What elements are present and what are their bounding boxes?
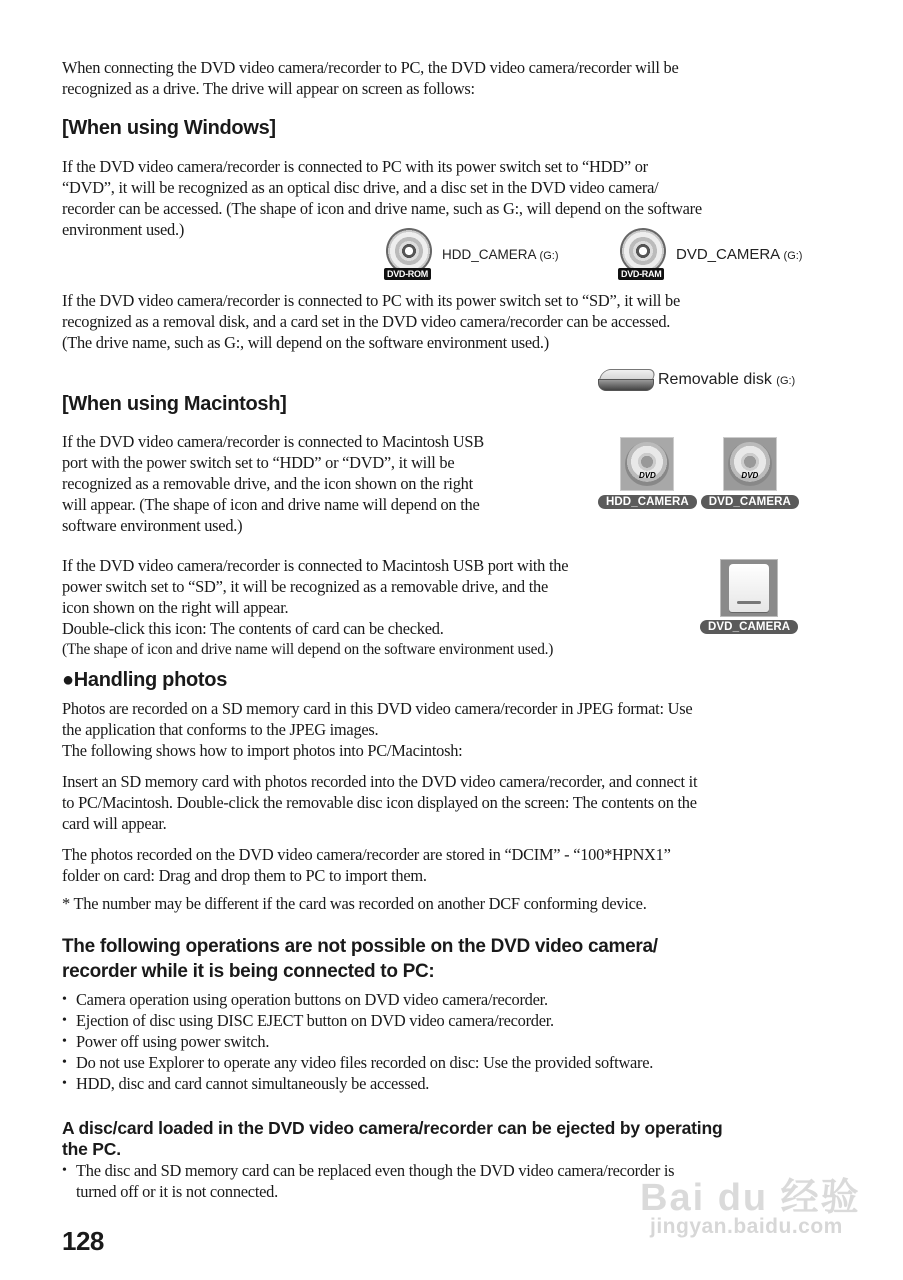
bullet-icon: ● bbox=[62, 669, 74, 691]
windows-paragraph-sd bbox=[62, 290, 680, 353]
text-line: Double-click this icon: The contents of card can be checked. bbox=[62, 619, 444, 638]
drive-label: DVD_CAMERA bbox=[701, 495, 799, 509]
text-line: card will appear. bbox=[62, 814, 167, 833]
text-line: turned off or it is not connected. bbox=[76, 1182, 278, 1201]
mac-paragraph-sd bbox=[62, 555, 568, 660]
text-line: recognized as a removable drive, and the icon shown on the right bbox=[62, 474, 473, 493]
dvd-logo: DVD bbox=[741, 471, 759, 480]
intro-line: When connecting the DVD video camera/recorder to PC, the DVD video camera/recorder will be bbox=[62, 58, 679, 77]
mac-dvd-disc-icon bbox=[723, 437, 777, 491]
eject-list bbox=[62, 1160, 674, 1202]
heading-line: the PC. bbox=[62, 1139, 121, 1159]
text-line: to PC/Macintosh. Double-click the removable disc icon displayed on the screen: The contents on the bbox=[62, 793, 697, 812]
text-line: folder on card: Drag and drop them to PC to import them. bbox=[62, 866, 427, 885]
text-line: Photos are recorded on a SD memory card in this DVD video camera/recorder in JPEG format: Use bbox=[62, 699, 693, 718]
restrictions-list bbox=[62, 989, 653, 1094]
page-number: 128 bbox=[62, 1226, 104, 1256]
dvd-logo: DVD bbox=[638, 471, 656, 480]
baidu-watermark-url: jingyan.baidu.com bbox=[650, 1215, 843, 1238]
drive-label bbox=[676, 246, 802, 263]
text-line: icon shown on the right will appear. bbox=[62, 598, 289, 617]
text-line: will appear. (The shape of icon and drive name will depend on the bbox=[62, 495, 480, 514]
heading-line: recorder while it is being connected to PC: bbox=[62, 961, 435, 982]
drive-letter: (G:) bbox=[776, 375, 796, 387]
drive-label: DVD_CAMERA bbox=[700, 620, 798, 634]
mac-dvd-disc-icon bbox=[620, 437, 674, 491]
photos-paragraph-format bbox=[62, 698, 692, 761]
text-line: The photos recorded on the DVD video camera/recorder are stored in “DCIM” - “100*HPNX1” bbox=[62, 845, 671, 864]
list-item: • Power off using power switch. bbox=[62, 1031, 653, 1052]
text-line: the application that conforms to the JPEG images. bbox=[62, 720, 379, 739]
text-line: If the DVD video camera/recorder is connected to Macintosh USB bbox=[62, 432, 484, 451]
dvd-ram-tag: DVD-RAM bbox=[618, 268, 664, 280]
list-item bbox=[62, 1160, 674, 1202]
text-line: recognized as a removal disk, and a card set in the DVD video camera/recorder can be accessed. bbox=[62, 312, 671, 331]
dvd-rom-tag: DVD-ROM bbox=[384, 268, 431, 280]
text-line: Insert an SD memory card with photos recorded into the DVD video camera/recorder, and connect it bbox=[62, 772, 698, 791]
heading-text: Handling photos bbox=[73, 669, 228, 691]
photos-footnote: * The number may be different if the card was recorded on another DCF conforming device. bbox=[62, 894, 647, 913]
list-item: • Ejection of disc using DISC EJECT button on DVD video camera/recorder. bbox=[62, 1010, 653, 1031]
drive-letter: (G:) bbox=[539, 249, 559, 262]
text-line: environment used.) bbox=[62, 220, 185, 239]
photos-paragraph-insert bbox=[62, 771, 697, 834]
intro-line: recognized as a drive. The drive will appear on screen as follows: bbox=[62, 79, 475, 98]
baidu-watermark-logo: Bai du 经验 bbox=[640, 1177, 861, 1219]
text-line: “DVD”, it will be recognized as an optical disc drive, and a disc set in the DVD video camera/ bbox=[62, 178, 659, 197]
list-item: • Do not use Explorer to operate any video files recorded on disc: Use the provided software. bbox=[62, 1052, 653, 1073]
text-line: software environment used.) bbox=[62, 516, 243, 535]
photos-paragraph-storage bbox=[62, 844, 671, 886]
drive-name: Removable disk bbox=[658, 371, 772, 388]
drive-letter: (G:) bbox=[783, 249, 803, 262]
text-line: The disc and SD memory card can be replaced even though the DVD video camera/recorder is bbox=[76, 1161, 675, 1180]
handling-photos-heading bbox=[62, 669, 227, 692]
text-line: power switch set to “SD”, it will be recognized as a removable drive, and the bbox=[62, 577, 548, 596]
windows-heading: [When using Windows] bbox=[62, 117, 276, 139]
restrictions-heading bbox=[62, 934, 658, 984]
drive-name: DVD_CAMERA bbox=[676, 245, 780, 263]
drive-label bbox=[658, 371, 795, 389]
drive-name: HDD_CAMERA bbox=[442, 246, 536, 262]
macintosh-heading: [When using Macintosh] bbox=[62, 393, 287, 415]
list-item: • HDD, disc and card cannot simultaneously be accessed. bbox=[62, 1073, 653, 1094]
intro-paragraph bbox=[62, 57, 678, 99]
text-line: If the DVD video camera/recorder is connected to Macintosh USB port with the bbox=[62, 556, 569, 575]
text-line: The following shows how to import photos into PC/Macintosh: bbox=[62, 741, 463, 760]
removable-disk-icon bbox=[596, 367, 656, 393]
windows-removable-disk[interactable] bbox=[596, 367, 795, 393]
mac-drive-hdd-camera[interactable] bbox=[598, 437, 697, 509]
text-line: If the DVD video camera/recorder is connected to PC with its power switch set to “SD”, it will be bbox=[62, 291, 681, 310]
eject-heading bbox=[62, 1118, 722, 1160]
text-line: (The shape of icon and drive name will depend on the software environment used.) bbox=[62, 641, 554, 658]
windows-paragraph-optical bbox=[62, 156, 702, 240]
windows-drive-hdd-camera[interactable] bbox=[384, 228, 559, 280]
drive-label: HDD_CAMERA bbox=[598, 495, 697, 509]
windows-drive-dvd-camera[interactable] bbox=[618, 228, 802, 280]
mac-removable-drive-icon bbox=[720, 559, 778, 617]
mac-removable-drive[interactable] bbox=[700, 559, 798, 634]
text-line: (The drive name, such as G:, will depend on the software environment used.) bbox=[62, 333, 549, 352]
list-item: • Camera operation using operation buttons on DVD video camera/recorder. bbox=[62, 989, 653, 1010]
text-line: If the DVD video camera/recorder is connected to PC with its power switch set to “HDD” or bbox=[62, 157, 648, 176]
cd-dvd-ram-icon bbox=[618, 228, 670, 280]
drive-label bbox=[442, 247, 559, 262]
mac-paragraph-optical bbox=[62, 431, 484, 536]
mac-drive-dvd-camera[interactable] bbox=[701, 437, 799, 509]
heading-line: The following operations are not possible on the DVD video camera/ bbox=[62, 936, 658, 957]
text-line: recorder can be accessed. (The shape of icon and drive name, such as G:, will depend on the software bbox=[62, 199, 702, 218]
cd-dvd-rom-icon bbox=[384, 228, 436, 280]
mac-drive-icons bbox=[598, 437, 799, 509]
text-line: port with the power switch set to “HDD” or “DVD”, it will be bbox=[62, 453, 455, 472]
heading-line: A disc/card loaded in the DVD video camera/recorder can be ejected by operating bbox=[62, 1118, 723, 1138]
